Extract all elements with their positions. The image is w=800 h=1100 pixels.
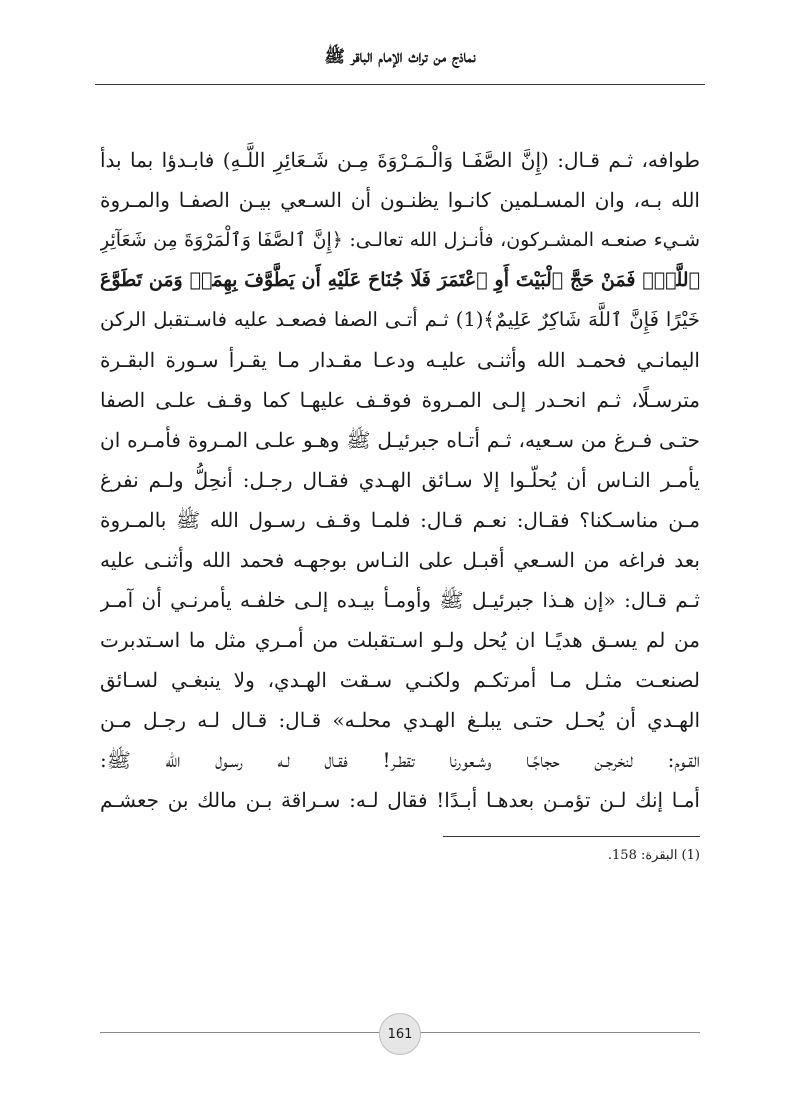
body-line: من لم يسـق هديًـا ان يُحل ولـو اسـتقبلت من أمـري مثل ما اسـتدبرت — [100, 628, 700, 652]
body-line: مـن مناسـكنا؟ فقـال: نعـم قـال: فلمـا وقـف رسـول الله ﷺ بالمـروة — [100, 508, 700, 532]
body-line: أمـا إنك لـن تؤمـن بعدهـا أبـدًا! فقال لـه: سـراقة بـن مالك بن جعشـم — [100, 788, 700, 812]
body-line: مترسـلًا، ثـم انحـدر إلـى المـروة فوقـف عليهـا كما وقـف علـى الصفا — [100, 388, 700, 412]
body-line: يأمـر النـاس أن يُحلّـوا إلا سـائق الهـدي فقـال رجـل: أنحِلُّ ولـم نفرغ — [100, 468, 700, 492]
body-line: لصنعـت مثـل مـا أمرتكـم ولكنـي سـقت الهـدي، ولا ينبغـي لسـائق — [100, 668, 700, 692]
footnote-divider — [443, 836, 700, 837]
running-header: نماذج من تراث الإمام الباقر ﷺ — [324, 47, 476, 67]
footnote: (1) البقرة: 158. — [607, 848, 700, 863]
body-text — [100, 140, 700, 820]
body-line: الهـدي أن يُحـل حتـى يبلـغ الهـدي محلـه» قـال: قـال لـه رجـل مـن — [100, 708, 700, 732]
body-line: القـوم: لنخرجـن حجاجًـا وشـعورنا تقطـر! فقـال لـه رسـول الله ﷺ: — [100, 748, 700, 772]
body-line: بعد فراغه من السـعي أقبـل على النـاس بوجهـه فحمد الله وأثنـى عليه — [100, 548, 700, 572]
quran-verse-line: ٱللَّهِۖ فَمَنْ حَجَّ ٱلْبَيْتَ أَوِ ٱعْتَمَرَ فَلَا جُنَاحَ عَلَيْهِ أَن يَطَّوَّفَ بِهِمَاۚ وَمَن تَطَوَّعَ — [100, 269, 700, 291]
header-divider — [95, 84, 705, 85]
body-line: ثـم قـال: «إن هـذا جبرئيـل ﷺ وأومـأ بيـده إلـى خلفـه يأمرنـي أن آمـر — [100, 588, 700, 612]
body-line: حتـى فـرغ من سـعيه، ثـم أتـاه جبرئيـل ﷺ وهـو علـى المـروة فأمـره ان — [100, 428, 700, 452]
body-line: اليمانـي فحمـد الله وأثنـى عليـه ودعـا مقـدار مـا يقـرأ سـورة البقـرة — [100, 348, 700, 372]
page-number-badge: 161 — [379, 1013, 421, 1055]
body-line: طوافه، ثـم قـال: (إِنَّ الصَّفَـا وَالْـمَـرْوَةَ مِـن شَـعَائِرِ اللَّـهِ) فابـدؤا بما بدأ — [100, 148, 700, 172]
body-line: خَيْرًا فَإِنَّ ٱللَّهَ شَاكِرٌ عَلِيمٌ﴾(1) ثـم أتـى الصفا فصعـد عليه فاسـتقبل الركن — [100, 308, 700, 331]
body-line: الله بـه، وان المسـلمين كانـوا يظنـون أن السـعي بيـن الصفـا والمـروة — [100, 188, 700, 212]
body-line: شـيء صنعـه المشـركون، فأنـزل الله تعالـى: ﴿إِنَّ ٱلصَّفَا وَٱلْمَرْوَةَ مِن شَعَآئِرِ — [100, 229, 700, 251]
